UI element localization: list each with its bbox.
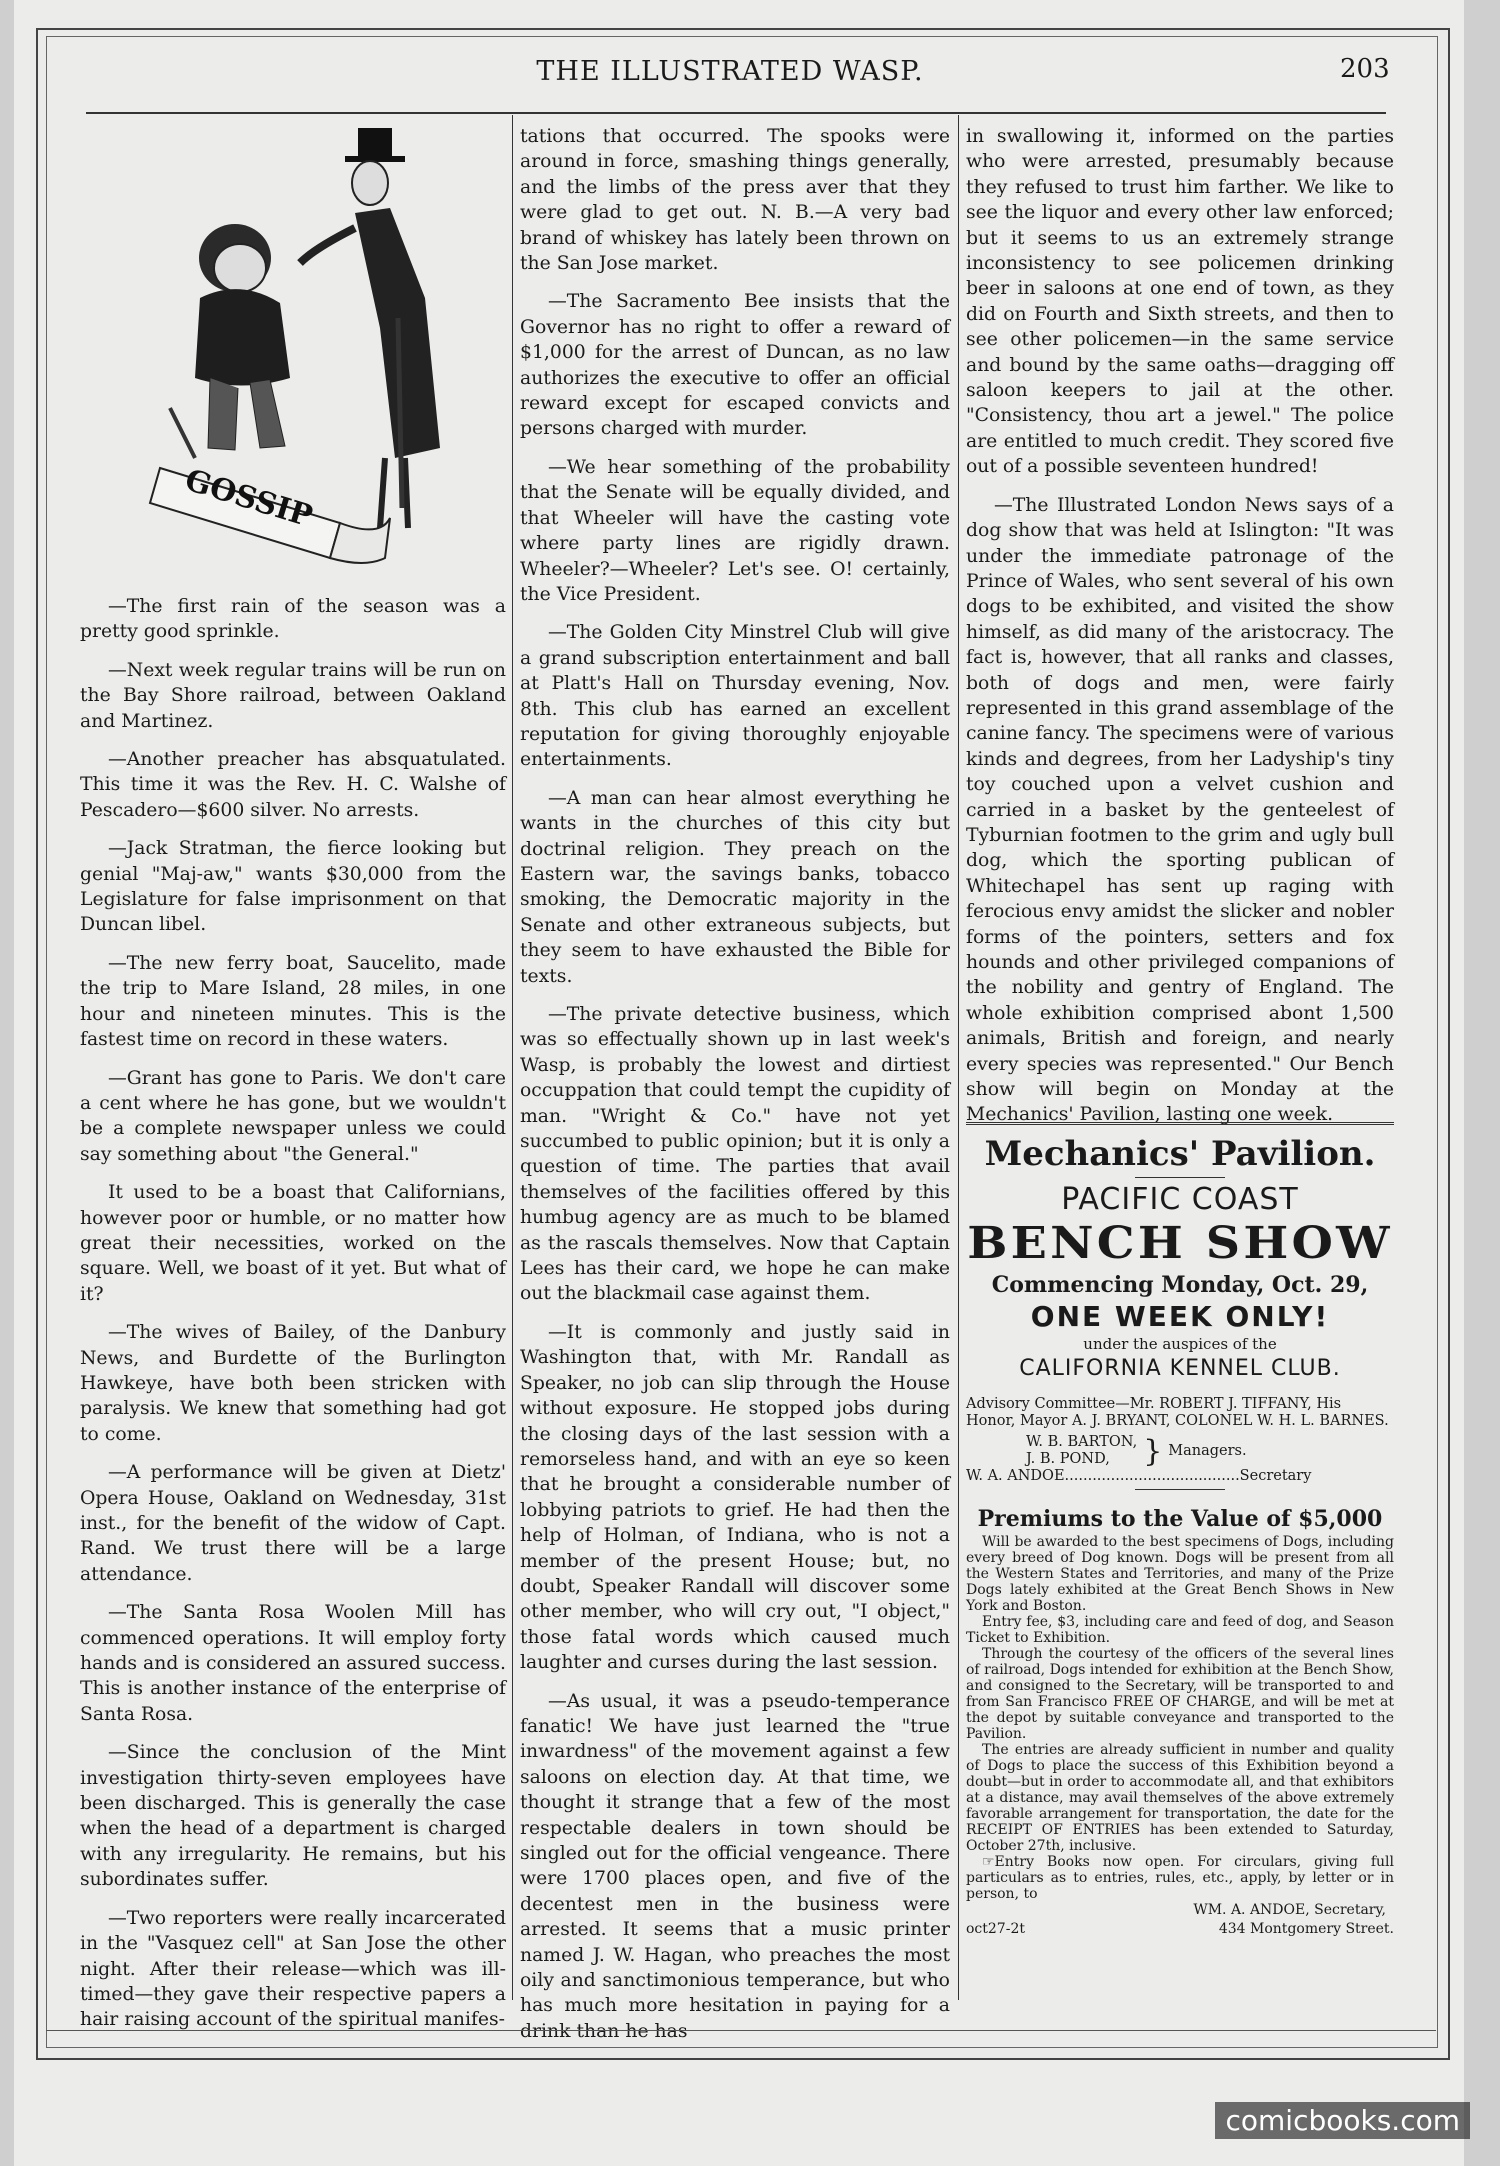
site-watermark: comicbooks.com xyxy=(1215,2102,1470,2139)
paragraph: tations that occurred. The spooks were around in force, smashing things generally, and the limbs of the press aver that they were glad to get out. N. B.—A very bad brand of whiskey has lately been thrown on the San Jose market. xyxy=(520,126,950,275)
paragraph: —Next week regular trains will be run on the Bay Shore railroad, between Oakland and Martinez. xyxy=(80,659,506,732)
paragraph: —The new ferry boat, Saucelito, made the trip to Mare Island, 28 miles, in one hour and nineteen minutes. This is the fastest time on record in these waters. xyxy=(80,952,506,1051)
ad-paragraph: ☞Entry Books now open. For circulars, giving full particulars as to entries, rules, etc., apply, by letter or in person, to xyxy=(966,1854,1394,1902)
ad-code: oct27-2t xyxy=(966,1921,1025,1937)
ad-managers: W. B. BARTON, J. B. POND, } Managers. W. A. ANDOE......................................Secretary xyxy=(966,1434,1394,1485)
ad-signature: WM. A. ANDOE, Secretary, xyxy=(1193,1902,1386,1918)
column-2 xyxy=(520,124,950,2057)
ad-headline: BENCH SHOW xyxy=(967,1218,1393,1269)
ad-divider xyxy=(1135,1489,1225,1490)
ad-subtitle: PACIFIC COAST xyxy=(1061,1182,1299,1217)
ad-address: 434 Montgomery Street. xyxy=(1218,1921,1394,1937)
ad-paragraph: Through the courtesy of the officers of the several lines of railroad, Dogs intended for exhibition at the Bench Show, and consigned to the Secretary, will be transported to and from San Francisco FREE OF CHARGE, and will be met at the depot by suitable conveyance and transported to the Pavilion. xyxy=(966,1646,1394,1742)
column-1 xyxy=(80,124,506,2046)
paragraph: —Another preacher has absquatulated. This time it was the Rev. H. C. Walshe of Pescadero—$600 silver. No arrests. xyxy=(80,749,506,821)
paragraph: —A performance will be given at Dietz' Opera House, Oakland on Wednesday, 31st inst., for the benefit of the widow of Capt. Rand. We trust there will be a large attendance. xyxy=(80,1462,506,1585)
paragraph: —The Sacramento Bee insists that the Governor has no right to offer a reward of $1,000 for the arrest of Duncan, as no law authorizes the executive to offer an official reward except for escaped convicts and persons charged with murder. xyxy=(520,291,950,440)
ad-divider xyxy=(1135,1177,1225,1178)
paragraph: —As usual, it was a pseudo-temperance fanatic! We have just learned the "true inwardness" of the movement against a few saloons on election day. At that time, we thought it strange that a few of the most respectable dealers in town should be singled out for the official vengeance. There were 1700 places open, and five of the decentest men in the business were arrested. It seems that a music printer named J. W. Hagan, who preaches the most oily and sanctimonious temperance, but who has much more hesitation in paying for a drink than he has xyxy=(520,1690,950,2042)
manager-name: W. B. BARTON, xyxy=(1026,1434,1138,1450)
ad-secretary: W. A. ANDOE......................................Secretary xyxy=(966,1468,1312,1484)
bench-show-advertisement xyxy=(966,1122,1394,1938)
bottom-rule xyxy=(46,2030,1436,2031)
ad-top-rule xyxy=(966,1122,1394,1125)
running-title: THE ILLUSTRATED WASP. xyxy=(536,56,924,87)
paragraph: —The Golden City Minstrel Club will give a grand subscription entertainment and ball at Platt's Hall on Thursday evening, Nov. 8th. This club has earned an excellent reputation for giving thoroughly enjoyable entertainments. xyxy=(520,622,950,771)
paragraph: —Two reporters were really incarcerated in the "Vasquez cell" at San Jose the other night. After their release—which was ill-timed—they gave their respective papers a hair raising account of the spiritual manifes- xyxy=(80,1907,506,2031)
ad-paragraph: Will be awarded to the best specimens of Dogs, including every breed of Dog known. Dogs will be present from all the Western States and Territories, and many of the Prize Dogs lately exhibited at the Great Bench Shows in New York and Boston. xyxy=(966,1534,1394,1614)
ad-club: CALIFORNIA KENNEL CLUB. xyxy=(1019,1356,1341,1381)
banner-text: GOSSIP xyxy=(180,462,317,535)
paragraph: —Since the conclusion of the Mint investigation thirty-seven employees have been discharged. This is generally the case when the head of a department is charged with any irregularity. He remains, but his subordinates suffer. xyxy=(80,1742,506,1891)
header-rule xyxy=(86,112,1386,114)
paragraph: —The wives of Bailey, of the Danbury News, and Burdette of the Burlington Hawkeye, have both been stricken with paralysis. We knew that something had got to come. xyxy=(80,1322,506,1445)
ad-premiums: Premiums to the Value of $5,000 xyxy=(977,1506,1383,1532)
paragraph: —We hear something of the probability that the Senate will be equally divided, and that Wheeler will have the casting vote where party lines are rigidly drawn. Wheeler?—Wheeler? Let's see. O! certainly, the Vice President. xyxy=(520,456,950,605)
column-3 xyxy=(966,124,1394,1141)
paragraph: —It is commonly and justly said in Washington that, with Mr. Randall as Speaker, no job can slip through the House without exposure. He stopped jobs during the closing days of the last session with a remorseless hand, and with an eye so keen that he brought a considerable number of lobbying patriots to grief. He had then the help of Holman, of Indiana, who is not a member of the present House; but, no doubt, Speaker Randall will discover some other member, who will cry out, "I object," those fatal words which caused much laughter and curses during the last session. xyxy=(520,1321,950,1674)
page-number: 203 xyxy=(1340,54,1390,84)
ad-body xyxy=(966,1534,1394,1902)
paragraph: —Grant has gone to Paris. We don't care a cent where he has gone, but we wouldn't be a complete newspaper unless we could say something about "the General." xyxy=(80,1067,506,1165)
paragraph: —The Illustrated London News says of a dog show that was held at Islington: "It was under the immediate patronage of the Prince of Wales, who sent several of his own dogs to be exhibited, and visited the show himself, as did many of the aristocracy. The fact is, however, that all ranks and classes, both of dogs and men, were fairly represented in this grand assemblage of the canine fancy. The specimens were of various kinds and degrees, from her Ladyship's tiny toy couched upon a velvet cushion and carried in a basket by the genteelest of Tyburnian footmen to the grim and ugly bull dog, which the sporting publican of Whitechapel has sent up raging with ferocious envy amidst the slicker and nobler forms of the pointers, setters and fox hounds and other privileged companions of the nobility and gentry of England. The whole exhibition comprised abont 1,500 animals, British and foreign, and nearly every species was represented." Our Bench show will begin on Monday at the Mechanics' Pavilion, lasting one week. xyxy=(966,494,1394,1126)
ad-committee: Advisory Committee—Mr. ROBERT J. TIFFANY, His Honor, Mayor A. J. BRYANT, COLONEL W. H. L. BARNES. xyxy=(966,1396,1389,1429)
column-rule-2 xyxy=(958,115,959,2000)
paragraph: —The Santa Rosa Woolen Mill has commenced operations. It will employ forty hands and is considered an assured success. This is another instance of the enterprise of Santa Rosa. xyxy=(80,1602,506,1725)
ad-venue: Mechanics' Pavilion. xyxy=(984,1134,1376,1174)
ad-paragraph: Entry fee, $3, including care and feed of dog, and Season Ticket to Exhibition. xyxy=(966,1614,1394,1646)
paragraph: —The first rain of the season was a pretty good sprinkle. xyxy=(80,596,506,643)
ad-footer xyxy=(966,1921,1394,1938)
column-rule-1 xyxy=(512,115,513,2000)
paragraph: It used to be a boast that Californians, however poor or humble, or no matter how great their necessities, worked on the square. Well, we boast of it yet. But what of it? xyxy=(80,1182,506,1305)
manager-name: J. B. POND, xyxy=(1026,1451,1110,1467)
paragraph: —The private detective business, which was so effectually shown up in last week's Wasp, is probably the lowest and dirtiest occuppation that could tempt the cupidity of man. "Wright & Co." have not yet succumbed to public opinion; but it is only a question of time. The parties that avail themselves of the facilities offered by this humbug agency are as much to be blamed as the rascals themselves. Now that Captain Lees has their card, we hope he can make out the blackmail case against them. xyxy=(520,1004,950,1305)
ad-paragraph: The entries are already sufficient in number and quality of Dogs to place the success of this Exhibition beyond a doubt—but in order to accommodate all, and that exhibitors at a distance, may avail themselves of the above extremely favorable arrangement for transportation, the date for the RECEIPT OF ENTRIES has been extended to Saturday, October 27th, inclusive. xyxy=(966,1742,1394,1854)
paragraph: —A man can hear almost everything he wants in the churches of this city but doctrinal religion. They preach on the Eastern war, the savings banks, tobacco smoking, the Democratic majority in the Senate and other extraneous subjects, but they seem to have exhausted the Bible for texts. xyxy=(520,787,950,987)
ad-dates: Commencing Monday, Oct. 29, xyxy=(991,1272,1369,1298)
ad-duration: ONE WEEK ONLY! xyxy=(1030,1300,1330,1333)
ad-auspices: under the auspices of the xyxy=(1083,1335,1277,1353)
paragraph: —Jack Stratman, the fierce looking but genial "Maj-aw," wants $30,000 from the Legislature for false imprisonment on that Duncan libel. xyxy=(80,838,506,936)
paragraph: in swallowing it, informed on the parties who were arrested, presumably because they refused to trust him farther. We like to see the liquor and every other law enforced; but it seems to us an extremely strange inconsistency to see policemen drinking beer in saloons at one end of town, as they did on Fourth and Sixth streets, and then to see other policemen—in the same service and bound by the same oaths—dragging off saloon keepers to jail at the other. "Consistency, thou art a jewel." The police are entitled to much credit. They scored five out of a possible seventeen hundred! xyxy=(966,126,1394,478)
managers-label: Managers. xyxy=(1168,1442,1247,1459)
